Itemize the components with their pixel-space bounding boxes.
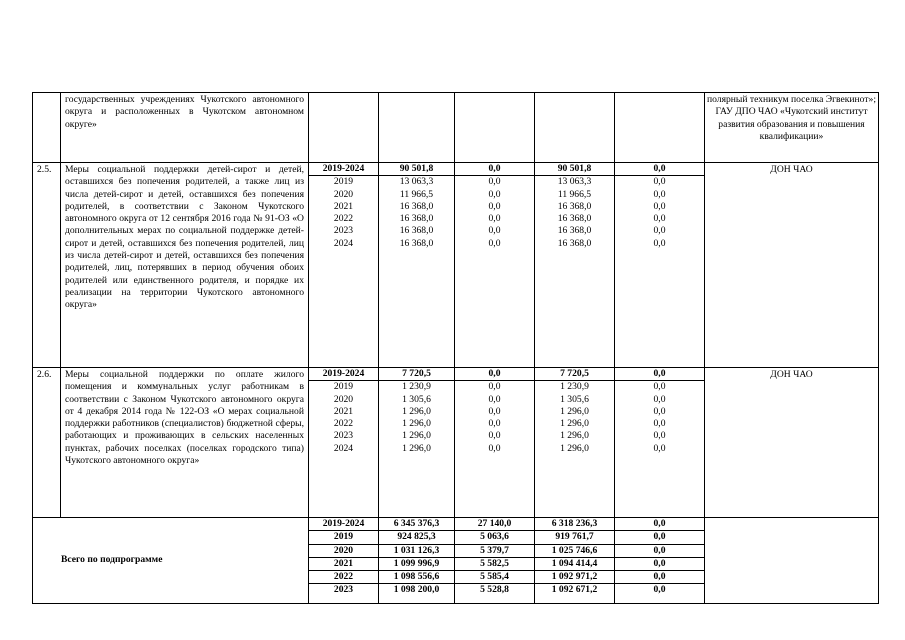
year-cell (309, 93, 379, 163)
table-row-2-6 (33, 368, 879, 518)
federal-list (455, 368, 534, 455)
value-line: 2020 (333, 188, 354, 200)
value-line: 2019 (309, 531, 378, 544)
measure-description: государственных учреждениях Чукотского автономного округа и расположенных в Чукотском автономном округе» (61, 93, 309, 163)
value-line: 0,0 (653, 430, 666, 442)
value-line: 0,0 (615, 545, 704, 558)
value-line: 2023 (333, 584, 354, 596)
total-list (379, 368, 454, 455)
value-line: 5 582,5 (455, 558, 534, 571)
value-line: 0,0 (653, 393, 666, 405)
value-line: 1 296,0 (560, 418, 589, 430)
row-number: 2.6. (33, 368, 61, 518)
value-line: 2024 (333, 237, 354, 249)
value-line: 1 305,6 (402, 393, 431, 405)
value-line: 11 966,5 (399, 188, 434, 200)
value-line: 0,0 (653, 200, 666, 212)
executor-cell (705, 518, 879, 604)
value-line: 0,0 (488, 381, 501, 393)
regional-list (535, 368, 614, 455)
regional-cell (535, 93, 615, 163)
value-line: 1 099 996,9 (379, 558, 454, 571)
measure-description: Меры социальной поддержки по оплате жилого помещения и коммунальных услуг работникам в соответствии с Законом Чукотского автономного округа от 4 декабря 2014 года № 122-ОЗ «О мерах социальной поддержки работников (специалистов) бюджетной сферы, работающих и проживающих в сельских населенных пунктах, рабочих поселках (поселках городского типа) Чукотского автономного округа» (61, 368, 309, 518)
other-list (615, 368, 704, 455)
value-line: 2022 (333, 418, 354, 430)
value-line: 0,0 (653, 176, 666, 188)
value-line: 2023 (333, 225, 354, 237)
total-cell (379, 518, 455, 604)
value-line: 16 368,0 (399, 213, 434, 225)
value-line: 6 345 376,3 (379, 518, 454, 531)
value-line: 0,0 (615, 163, 704, 176)
year-cell (309, 518, 379, 604)
value-line: 0,0 (653, 237, 666, 249)
value-line: 1 296,0 (402, 418, 431, 430)
value-line: 5 063,6 (455, 531, 534, 544)
value-line: 6 318 236,3 (535, 518, 614, 531)
value-line: 0,0 (488, 237, 501, 249)
value-line: 0,0 (653, 584, 666, 596)
regional-cell (535, 163, 615, 368)
value-line: 919 761,7 (535, 531, 614, 544)
year-list (309, 163, 378, 250)
value-line: 7 720,5 (379, 368, 454, 381)
value-line: 1 230,9 (560, 381, 589, 393)
federal-list (455, 163, 534, 250)
value-line: 2019 (333, 176, 354, 188)
total-list (379, 163, 454, 250)
value-line: 2022 (333, 213, 354, 225)
year-cell (309, 163, 379, 368)
subprogram-funding-table (32, 92, 879, 604)
value-line: 2024 (333, 442, 354, 454)
value-line: 0,0 (653, 405, 666, 417)
value-line: 0,0 (488, 200, 501, 212)
value-line: 924 825,3 (379, 531, 454, 544)
row-number: 2.5. (33, 163, 61, 368)
value-line: 0,0 (653, 381, 666, 393)
value-line: 1 296,0 (402, 442, 431, 454)
value-line: 0,0 (653, 418, 666, 430)
value-line: 2019-2024 (309, 163, 378, 176)
table-row-totals (33, 518, 879, 604)
value-line: 0,0 (653, 188, 666, 200)
regional-cell (535, 518, 615, 604)
year-list (309, 518, 378, 597)
value-line: 1 098 556,6 (379, 571, 454, 584)
value-line: 1 092 971,2 (535, 571, 614, 584)
value-line: 2019-2024 (309, 518, 378, 531)
value-line: 16 368,0 (399, 237, 434, 249)
executor-cell: ДОН ЧАО (705, 163, 879, 368)
value-line: 5 379,7 (455, 545, 534, 558)
value-line: 0,0 (653, 213, 666, 225)
value-line: 0,0 (488, 225, 501, 237)
value-line: 13 063,3 (557, 176, 592, 188)
regional-list (535, 163, 614, 250)
value-line: 0,0 (615, 518, 704, 531)
value-line: 90 501,8 (379, 163, 454, 176)
total-cell (379, 93, 455, 163)
value-line: 2020 (333, 393, 354, 405)
value-line: 5 585,4 (455, 571, 534, 584)
federal-cell (455, 368, 535, 518)
value-line: 16 368,0 (399, 225, 434, 237)
value-line: 0,0 (455, 368, 534, 381)
value-line: 0,0 (488, 176, 501, 188)
value-line: 0,0 (615, 531, 704, 544)
value-line: 16 368,0 (557, 225, 592, 237)
federal-cell (455, 518, 535, 604)
table-row-2-5 (33, 163, 879, 368)
value-line: 0,0 (615, 571, 704, 584)
value-line: 0,0 (653, 225, 666, 237)
value-line: 16 368,0 (557, 213, 592, 225)
other-cell (615, 368, 705, 518)
value-line: 7 720,5 (535, 368, 614, 381)
table-row-continuation (33, 93, 879, 163)
value-line: 1 296,0 (560, 442, 589, 454)
total-list (379, 518, 454, 597)
value-line: 2021 (309, 558, 378, 571)
value-line: 16 368,0 (399, 200, 434, 212)
value-line: 1 031 126,3 (379, 545, 454, 558)
row-number-cell (33, 93, 61, 163)
other-list (615, 163, 704, 250)
value-line: 16 368,0 (557, 200, 592, 212)
federal-list (455, 518, 534, 597)
value-line: 0,0 (488, 405, 501, 417)
value-line: 2022 (309, 571, 378, 584)
value-line: 13 063,3 (399, 176, 434, 188)
other-cell (615, 518, 705, 604)
value-line: 1 296,0 (402, 430, 431, 442)
other-cell (615, 93, 705, 163)
value-line: 0,0 (615, 558, 704, 571)
value-line: 1 296,0 (560, 405, 589, 417)
value-line: 0,0 (488, 418, 501, 430)
value-line: 0,0 (488, 393, 501, 405)
value-line: 0,0 (488, 213, 501, 225)
value-line: 90 501,8 (535, 163, 614, 176)
value-line: 0,0 (615, 368, 704, 381)
value-line: 2021 (333, 200, 354, 212)
value-line: 0,0 (653, 442, 666, 454)
year-cell (309, 368, 379, 518)
value-line: 1 025 746,6 (535, 545, 614, 558)
value-line: 1 296,0 (402, 405, 431, 417)
value-line: 1 092 671,2 (551, 584, 598, 596)
value-line: 1 098 200,0 (393, 584, 440, 596)
value-line: 11 966,5 (557, 188, 592, 200)
value-line: 5 528,8 (480, 584, 509, 596)
value-line: 2019-2024 (309, 368, 378, 381)
value-line: 0,0 (455, 163, 534, 176)
federal-cell (455, 163, 535, 368)
regional-list (535, 518, 614, 597)
measure-description: Меры социальной поддержки детей-сирот и детей, оставшихся без попечения родителей, а также лиц из числа детей-сирот и детей, оставшихся без попечения родителей, в соответствии с Законом Чукотского автономного округа от 12 сентября 2016 года № 91-ОЗ «О дополнительных мерах по социальной поддержке детей-сирот и детей, оставшихся без попечения родителей, лиц из числа детей-сирот и детей, оставшихся без попечения родителей, лиц, потерявших в период обучения обоих родителей или единственного родителя, и порядке их реализации на территории Чукотского автономного округа» (61, 163, 309, 368)
executor-cell: полярный техникум поселка Эгвекинот»; ГАУ ДПО ЧАО «Чукотский институт развития образования и повышения квалификации» (705, 93, 879, 163)
total-cell (379, 163, 455, 368)
value-line: 2021 (333, 405, 354, 417)
value-line: 0,0 (488, 430, 501, 442)
value-line: 0,0 (488, 188, 501, 200)
regional-cell (535, 368, 615, 518)
total-cell (379, 368, 455, 518)
value-line: 1 230,9 (402, 381, 431, 393)
other-list (615, 518, 704, 597)
value-line: 2023 (333, 430, 354, 442)
value-line: 0,0 (488, 442, 501, 454)
value-line: 16 368,0 (557, 237, 592, 249)
other-cell (615, 163, 705, 368)
subprogram-total-label: Всего по подпрограмме (33, 518, 309, 604)
value-line: 1 094 414,4 (535, 558, 614, 571)
year-list (309, 368, 378, 455)
value-line: 2020 (309, 545, 378, 558)
executor-cell: ДОН ЧАО (705, 368, 879, 518)
value-line: 1 305,6 (560, 393, 589, 405)
value-line: 2019 (333, 381, 354, 393)
value-line: 27 140,0 (455, 518, 534, 531)
value-line: 1 296,0 (560, 430, 589, 442)
federal-cell (455, 93, 535, 163)
